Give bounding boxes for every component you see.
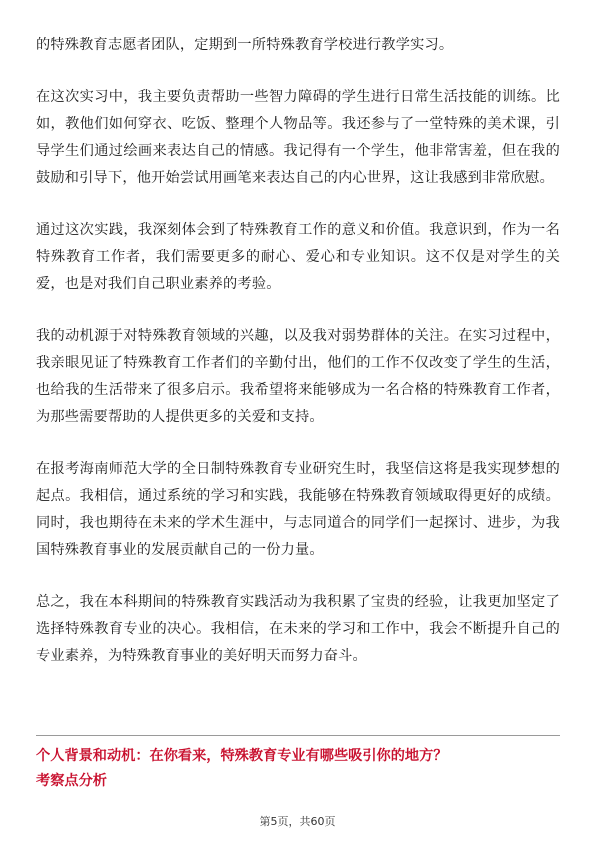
paragraph: 的特殊教育志愿者团队，定期到一所特殊教育学校进行教学实习。 [36, 37, 454, 53]
section-divider [36, 735, 560, 736]
paragraph: 在这次实习中，我主要负责帮助一些智力障碍的学生进行日常生活技能的训练。比如，教他们如何穿衣、吃饭、整理个人物品等。我还参与了一堂特殊的美术课，引导学生们通过绘画来表达自己的情感。我记得有一个学生，他非常害羞，但在我的鼓励和引导下，他开始尝试用画笔来表达自己的内心世界，这让我感到非常欣慰。 [36, 89, 560, 186]
analysis-heading: 考察点分析 [36, 773, 107, 789]
body-text [36, 32, 560, 670]
paragraph: 总之，我在本科期间的特殊教育实践活动为我积累了宝贵的经验，让我更加坚定了选择特殊教育专业的决心。我相信，在未来的学习和工作中，我会不断提升自己的专业素养，为特殊教育事业的美好明天而努力奋斗。 [36, 594, 560, 664]
paragraph: 我的动机源于对特殊教育领域的兴趣，以及我对弱势群体的关注。在实习过程中，我亲眼见证了特殊教育工作者们的辛勤付出，他们的工作不仅改变了学生的生活，也给我的生活带来了很多启示。我希望将来能够成为一名合格的特殊教育工作者，为那些需要帮助的人提供更多的关爱和支持。 [36, 328, 560, 425]
page-number: 第5页，共60页 [259, 815, 336, 828]
paragraph: 通过这次实践，我深刻体会到了特殊教育工作的意义和价值。我意识到，作为一名特殊教育工作者，我们需要更多的耐心、爱心和专业知识。这不仅是对学生的关爱，也是对我们自己职业素养的考验。 [36, 222, 560, 292]
question-heading: 个人背景和动机：在你看来，特殊教育专业有哪些吸引你的地方？ [36, 748, 448, 764]
paragraph: 在报考海南师范大学的全日制特殊教育专业研究生时，我坚信这将是我实现梦想的起点。我相信，通过系统的学习和实践，我能够在特殊教育领域取得更好的成绩。同时，我也期待在未来的学术生涯中，与志同道合的同学们一起探讨、进步，为我国特殊教育事业的发展贡献自己的一份力量。 [36, 461, 560, 558]
